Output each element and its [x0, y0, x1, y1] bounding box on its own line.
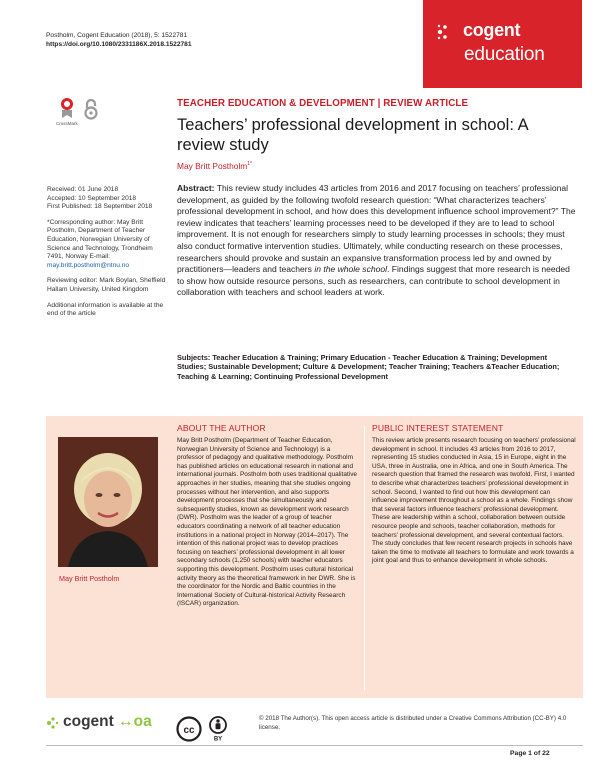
abstract-text-italic: in the whole school — [314, 264, 388, 275]
open-access-icon — [83, 99, 99, 121]
about-author-text: May Britt Postholm (Department of Teacher Education, Norwegian University of Science and Technology) is a professor of pedagogy and qualitative methodology. Postholm has published articles on educational research in national and international journals. Postholm both uses traditional qualitative approaches in her studies, meaning that she studies ongoing processes without her intervention, and also supports development processes that she simultaneously and subsequently studies, known as development work research (DWR). Postholm was the leader of a group of teacher educators coordinating a network of all teacher education institutions in a national project in Norway (2014–2017). The intention of this national project was to develop practices focusing on teachers’ professional development in all lower secondary schools (1,250 schools) with teacher educators supporting this development. Postholm uses cultural historical activity theory as the theoretical framework in her DWR. She is the coordinator for the Nordic and Baltic countries in the International Society of Cultural-historical Activity Research (ISCAR) organization. — [177, 437, 357, 608]
doi-link[interactable]: https://doi.org/10.1080/2331186X.2018.1522781 — [46, 41, 192, 48]
received-date: Received: 01 June 2018 — [47, 186, 119, 193]
cogent-mark-icon — [436, 23, 460, 41]
author-portrait-illustration — [58, 437, 158, 567]
abstract — [177, 183, 577, 299]
accepted-date: Accepted: 10 September 2018 — [47, 194, 137, 202]
journal-logo[interactable] — [423, 0, 582, 88]
by-text: BY — [213, 736, 223, 742]
logo-bottom-text: education — [464, 44, 545, 65]
public-interest-heading: PUBLIC INTEREST STATEMENT — [372, 423, 504, 433]
cogent-oa-suffix: oa — [133, 713, 152, 730]
crossmark-label: CrossMark — [56, 121, 78, 126]
cc-text: cc — [183, 725, 195, 736]
public-interest-text: This review article presents research focusing on teachers’ professional development in school. It includes 43 articles from 2016 to 2017, representing 15 studies conducted in Asia, 15 in Europe, eight in the USA, three in Australia, one in Africa, and one in South America. The research question that framed the research was twofold. First, I wanted to describe what characterizes teachers’ professional development in school. Second, I wanted to find out how this development can influence improvement throughout a school as a whole. Findings show that several factors influence teachers’ professional development. These are leadership within a school, collaboration between outside resource people and schools, teacher collaboration, methods for teachers’ professional development, and several contextual factors. The study concludes that few recent research projects in schools have taken the time to motivate all teachers to formulate and work towards a joint goal and thus to enhance development in whole schools. — [372, 437, 576, 565]
abstract-text-2: . Findings suggest that more research is needed to show how outside resource persons, such as researchers, can contribute to school development in collaboration with teachers and school leaders at work. — [177, 264, 570, 298]
author-name[interactable] — [177, 161, 252, 171]
additional-info: Additional information is available at the end of the article — [47, 301, 164, 318]
author-email-link[interactable]: may.britt.postholm@ntnu.no — [47, 261, 130, 269]
cogent-oa-logo[interactable] — [46, 713, 152, 733]
abstract-text-1: This review study includes 43 articles from 2016 and 2017 focusing on teachers’ professional development, as guided by the following twofold research question: “What characterizes teachers’ professional development in school, and how does this development influence school improvement?” The review indicates that teachers’ learning processes need to be developed if they are to lead to school improvement. It is not enough for researchers simply to study learning processes in schools; they must also conduct formative intervention studies. Ultimately, while conducting research on these processes, researchers should provoke and sustain an expansive transformation process led by and owned by practitioners—leaders and teachers — [177, 183, 576, 275]
corresponding-author: *Corresponding author: May Britt Postholm, Department of Teacher Education, Norwegian University of Science and Technology, Trondheim 7491, Norway E-mail: — [47, 218, 153, 261]
license-text: © 2018 The Author(s). This open access article is distributed under a Creative Commons Attribution (CC-BY) 4.0 license. — [259, 715, 567, 731]
cogent-oa-arrow: ↔ — [113, 713, 134, 730]
logo-top-text: cogent — [463, 20, 521, 40]
subjects: Subjects: Teacher Education & Training; Primary Education - Teacher Education & Training; Development Studies; Sustainable Development; Culture & Development; Teacher Training; Teachers &Teacher Education; Teaching & Learning; Continuing Professional Development — [177, 353, 560, 381]
citation-text: Postholm, Cogent Education (2018), 5: 1522781 — [46, 32, 188, 39]
author-photo-caption: May Britt Postholm — [59, 574, 120, 583]
cogent-oa-text: cogent — [63, 713, 114, 730]
citation-block — [46, 31, 192, 49]
author-photo — [58, 437, 158, 567]
published-date: First Published: 18 September 2018 — [47, 203, 153, 211]
attribution-icon[interactable] — [208, 716, 228, 742]
page-number: Page 1 of 22 — [510, 750, 550, 757]
creative-commons-icon[interactable] — [176, 716, 202, 742]
section-label: TEACHER EDUCATION & DEVELOPMENT | REVIEW ARTICLE — [177, 98, 469, 109]
crossmark-icon[interactable] — [60, 97, 74, 119]
article-metadata — [47, 186, 169, 326]
abstract-label: Abstract: — [177, 183, 215, 193]
reviewing-editor: Reviewing editor: Mark Boylan, Sheffield Hallam University, United Kingdom — [47, 277, 166, 293]
cogent-oa-mark-icon — [46, 716, 60, 730]
author-affiliation-mark: 1* — [247, 161, 253, 168]
about-author-heading: ABOUT THE AUTHOR — [177, 423, 266, 433]
article-title: Teachers’ professional development in school: A review study — [177, 116, 528, 154]
panel-divider — [364, 426, 365, 690]
footer-rule — [46, 745, 583, 746]
author-name-text: May Britt Postholm — [177, 161, 248, 171]
